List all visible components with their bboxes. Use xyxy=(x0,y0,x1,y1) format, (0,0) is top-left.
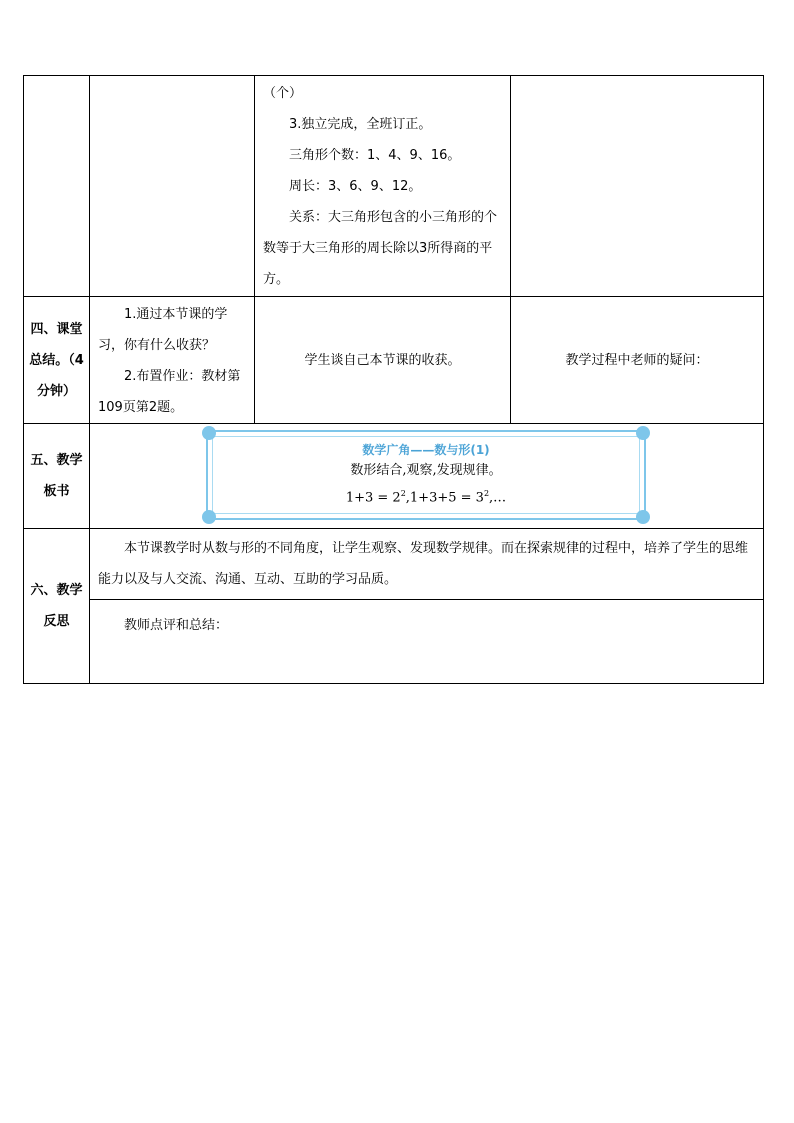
comment-label: 教师点评和总结： xyxy=(124,618,229,633)
continuation-row xyxy=(24,76,764,297)
corner-ornament-icon xyxy=(636,510,650,524)
summary-row xyxy=(24,297,764,424)
text-line: 三角形个数：1、4、9、16。 xyxy=(289,148,461,163)
corner-ornament-icon xyxy=(636,426,650,440)
text-line: 周长：3、6、9、12。 xyxy=(289,179,422,194)
reflection-row xyxy=(24,529,764,600)
board-line: 数形结合,观察,发现规律。 xyxy=(350,463,502,478)
text-line: 关系：大三角形包含的小三角形的个数等于大三角形的周长除以3所得商的平方。 xyxy=(263,210,498,287)
teacher-cell-empty xyxy=(90,76,255,297)
note-cell-empty xyxy=(511,76,764,297)
stage-cell-empty xyxy=(24,76,90,297)
comment-cell xyxy=(90,600,764,684)
reflection-text: 本节课教学时从数与形的不同角度，让学生观察、发现数学规律。而在探索规律的过程中，培养了学生的思维能力以及与人交流、沟通、互动、互助的学习品质。 xyxy=(98,541,749,587)
board-cell xyxy=(90,424,764,529)
lesson-plan-table xyxy=(23,75,764,684)
board-formula: $1+3 = 2^2,1+3+5$ = $3^2,\dots$ xyxy=(345,489,507,506)
text-line: 2.布置作业：教材第109页第2题。 xyxy=(98,369,241,415)
student-activity-cell xyxy=(255,76,511,297)
board-row xyxy=(24,424,764,529)
reflection-cell xyxy=(90,529,764,600)
text-line: 3.独立完成，全班订正。 xyxy=(289,117,432,132)
corner-ornament-icon xyxy=(202,510,216,524)
text-line: （个） xyxy=(263,86,303,101)
stage-label-board: 五、教学 板书 xyxy=(24,424,90,529)
stage-label-reflection: 六、教学 反思 xyxy=(24,529,90,684)
comment-row xyxy=(24,600,764,684)
text-line: 1.通过本节课的学习，你有什么收获？ xyxy=(98,307,228,353)
board-title: 数学广角——数与形(1) xyxy=(362,443,490,457)
blackboard-frame xyxy=(206,430,646,520)
text-line: 学生谈自己本节课的收获。 xyxy=(304,352,461,368)
stage-label-summary: 四、课堂 总结。（4 分钟） xyxy=(24,297,90,424)
teacher-note-summary xyxy=(511,297,764,424)
corner-ornament-icon xyxy=(202,426,216,440)
student-activity-summary xyxy=(255,297,511,424)
text-line: 教学过程中老师的疑问： xyxy=(565,352,709,368)
teacher-activity-summary xyxy=(90,297,255,424)
